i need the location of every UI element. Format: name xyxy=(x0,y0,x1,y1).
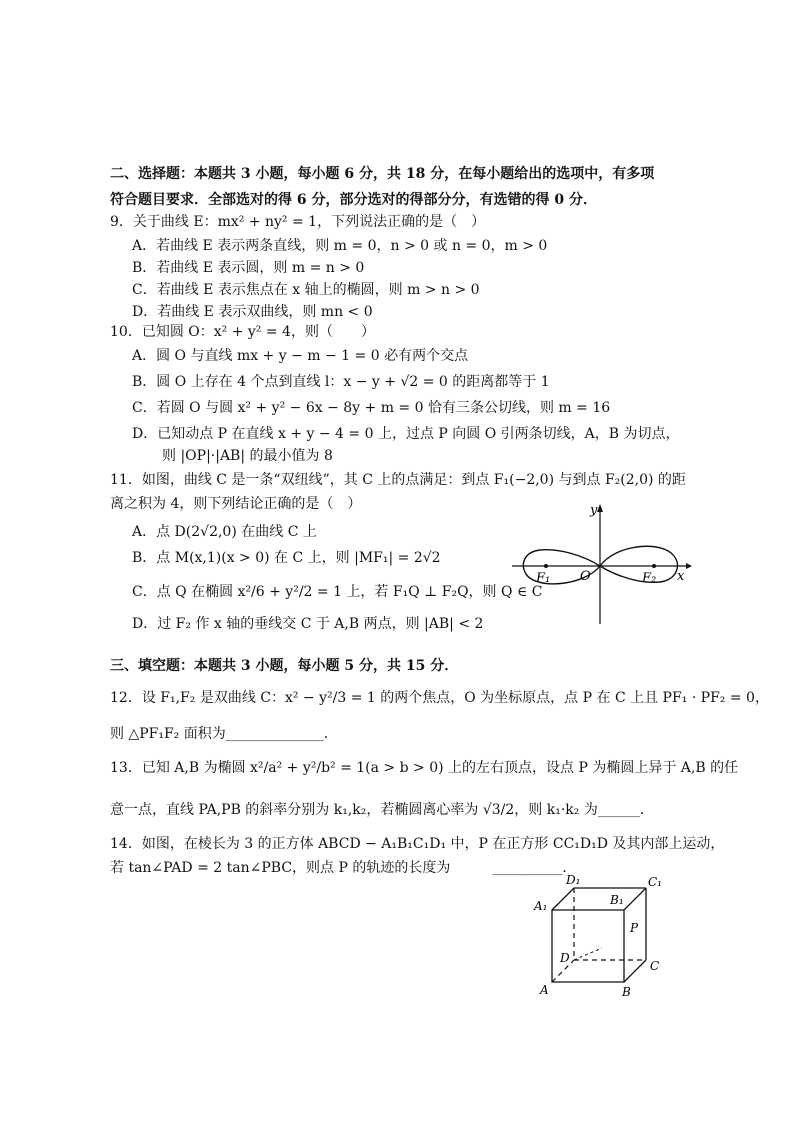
focus-f1-point xyxy=(544,564,548,568)
section2-heading-line1: 二、选择题：本题共 3 小题，每小题 6 分，共 18 分，在每小题给出的选项中，有多项 xyxy=(110,166,655,182)
y-axis-label: y xyxy=(590,503,598,518)
q14-line1: 14．如图，在棱长为 3 的正方体 ABCD − A₁B₁C₁D₁ 中，P 在正方形 CC₁D₁D 及其内部上运动， xyxy=(110,836,725,852)
q9-option-b: B．若曲线 E 表示圆，则 m = n > 0 xyxy=(132,260,365,276)
f2-label: F₂ xyxy=(642,571,657,586)
q10-option-c: C．若圆 O 与圆 x² + y² − 6x − 8y + m = 0 恰有三条公切线，则 m = 16 xyxy=(132,400,611,416)
q10-option-b: B．圆 O 上存在 4 个点到直线 l：x − y + √2 = 0 的距离都等于 1 xyxy=(132,374,550,390)
f1-label: F₁ xyxy=(536,571,551,586)
q10-option-d-cont: 则 |OP|·|AB| 的最小值为 8 xyxy=(162,448,333,464)
q11-option-a: A．点 D(2√2,0) 在曲线 C 上 xyxy=(132,524,317,540)
focus-f2-point xyxy=(652,564,656,568)
q9-stem: 9．关于曲线 E：mx² + ny² = 1，下列说法正确的是（ ） xyxy=(110,214,486,230)
label-c: C xyxy=(650,959,660,973)
q10-option-d: D．已知动点 P 在直线 x + y − 4 = 0 上，过点 P 向圆 O 引两条切线，A，B 为切点， xyxy=(132,426,680,442)
q13-line1: 13．已知 A,B 为椭圆 x²/a² + y²/b² = 1(a > b > 0) 上的左右顶点，设点 P 为椭圆上异于 A,B 的任 xyxy=(110,760,739,776)
q9-option-d: D．若曲线 E 表示双曲线，则 mn < 0 xyxy=(132,304,373,320)
label-c1: C₁ xyxy=(648,875,662,889)
label-d1: D₁ xyxy=(566,873,581,887)
q11-option-c: C．点 Q 在椭圆 x²/6 + y²/2 = 1 上，若 F₁Q ⊥ F₂Q，则 Q ∈ C xyxy=(132,584,543,600)
cube-front-face xyxy=(552,910,624,982)
x-axis-label: x xyxy=(677,569,685,584)
label-b: B xyxy=(622,985,631,996)
q9-option-c: C．若曲线 E 表示焦点在 x 轴上的椭圆，则 m > n > 0 xyxy=(132,282,480,298)
q13-line2: 意一点，直线 PA,PB 的斜率分别为 k₁,k₂，若椭圆离心率为 √3/2，则 k₁·k₂ 为______． xyxy=(110,802,654,818)
q12-line2: 则 △PF₁F₂ 面积为______________． xyxy=(110,726,338,742)
origin-label: O xyxy=(580,569,591,584)
section3-heading: 三、填空题：本题共 3 小题，每小题 5 分，共 15 分． xyxy=(110,658,459,674)
x-axis-arrow xyxy=(686,563,692,569)
cube-figure xyxy=(530,872,670,996)
q11-stem-line1: 11．如图，曲线 C 是一条“双纽线”，其 C 上的点满足：到点 F₁(−2,0) 与到点 F₂(2,0) 的距 xyxy=(110,472,686,488)
label-a: A xyxy=(540,983,549,996)
q10-option-a: A．圆 O 与直线 mx + y − m − 1 = 0 必有两个交点 xyxy=(132,348,469,364)
label-p: P xyxy=(630,921,639,935)
y-axis-arrow xyxy=(597,504,603,512)
section2-heading-line2: 符合题目要求．全部选对的得 6 分，部分选对的得部分分，有选错的得 0 分． xyxy=(110,192,597,208)
label-b1: B₁ xyxy=(610,893,624,907)
q11-option-b: B．点 M(x,1)(x > 0) 在 C 上，则 |MF₁| = 2√2 xyxy=(132,550,441,566)
lemniscate-figure xyxy=(512,500,692,624)
edge-b1-c1 xyxy=(624,888,646,910)
q12-line1: 12．设 F₁,F₂ 是双曲线 C：x² − y²/3 = 1 的两个焦点，O 为坐标原点，点 P 在 C 上且 PF₁ · PF₂ = 0， xyxy=(110,690,769,706)
label-d: D xyxy=(560,951,570,965)
q14-line2: 若 tan∠PAD = 2 tan∠PBC，则点 P 的轨迹的长度为 __________． xyxy=(110,860,577,876)
label-a1: A₁ xyxy=(534,899,548,913)
q10-stem: 10．已知圆 O：x² + y² = 4，则（ ） xyxy=(110,324,375,340)
q9-option-a: A．若曲线 E 表示两条直线，则 m = 0，n > 0 或 n = 0，m > 0 xyxy=(132,238,548,254)
hidden-edge-d-p xyxy=(574,948,602,960)
edge-b-c xyxy=(624,960,646,982)
q11-stem-line2: 离之积为 4，则下列结论正确的是（ ） xyxy=(110,496,362,512)
q11-option-d: D．过 F₂ 作 x 轴的垂线交 C 于 A,B 两点，则 |AB| < 2 xyxy=(132,616,484,632)
edge-a1-d1 xyxy=(552,888,574,910)
